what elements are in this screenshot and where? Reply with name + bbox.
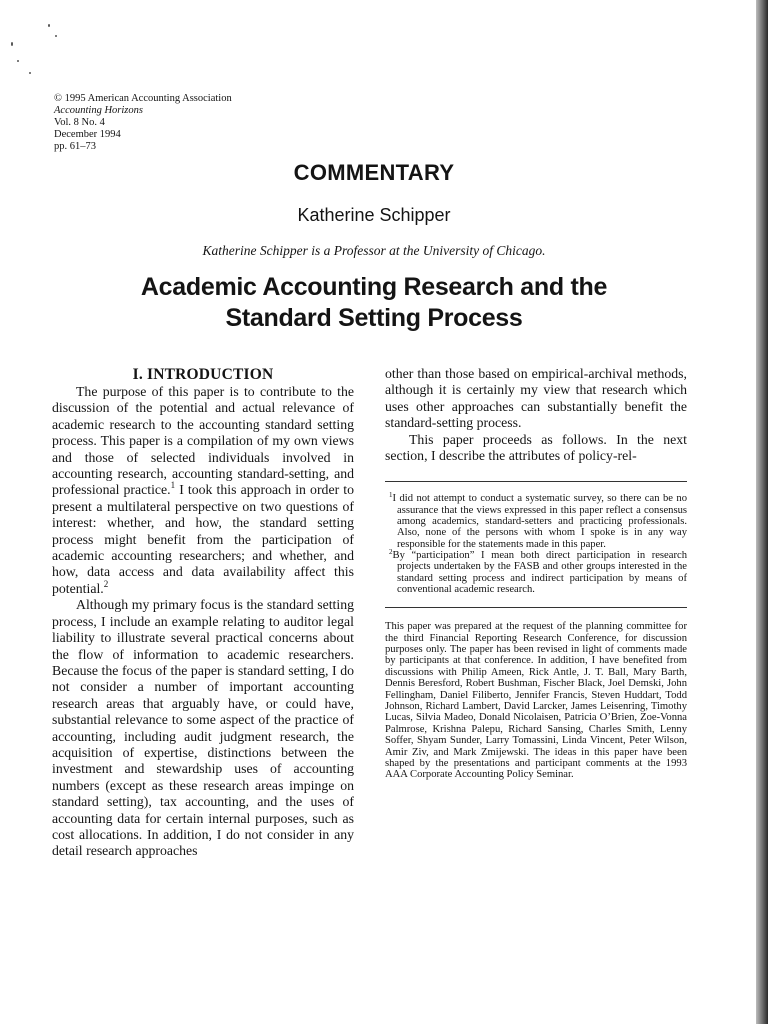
author-affiliation: Katherine Schipper is a Professor at the University of Chicago. <box>202 243 546 258</box>
footnote-1 <box>385 493 687 549</box>
right-column <box>385 366 687 781</box>
intro-paragraph-3: This paper proceeds as follows. In the next section, I describe the attributes of policy-rel- <box>385 431 687 464</box>
footnote-ref: 1 <box>170 480 176 491</box>
footnote-divider <box>385 481 687 482</box>
scan-speck <box>11 42 13 46</box>
copyright-line: © 1995 American Accounting Association <box>54 93 232 104</box>
acknowledgement-note: This paper was prepared at the request of the planning committee for the third Financial Reporting Research Conference, for discussion purposes only. The paper has been revised in light of comments made by participants at that conference. In addition, I have benefited from discussions with Philip Ameen, Rick Antle, J. T. Ball, Mary Barth, Dennis Beresford, Robert Bushman, Fischer Black, Joel Demski, John Fellingham, Daniel Filiberto, Jennifer Francis, Steven Huddart, Todd Johnson, Richard Lambert, David Larcker, James Leisenring, Timothy Lucas, Silvia Madeo, Donald Nicolaisen, Patricia O’Brien, Zoe-Vonna Palmrose, Krishna Palepu, Richard Sansing, Charles Smith, Lenny Soffer, Shyam Sunder, Larry Tomassini, Linda Vincent, Peter Wilson, Amir Ziv, and Mark Zmijewski. The ideas in this paper have been shaped by the presentations and participant comments at the 1993 AAA Corporate Accounting Policy Seminar. <box>385 621 687 781</box>
volume-line: Vol. 8 No. 4 <box>54 117 105 128</box>
footnote-text: By “participation” I mean both direct participation in research projects undertaken by the FASB and other groups interested in the standard setting process and indirect participation by means of conventional academic research. <box>392 549 687 595</box>
publication-info <box>54 93 314 153</box>
footnote-number: 2 <box>389 547 393 556</box>
title-line-1: Academic Accounting Research and the <box>140 273 608 301</box>
footnote-2 <box>385 547 687 595</box>
intro-paragraph-1 <box>52 384 354 597</box>
paragraph-text: The purpose of this paper is to contribute to the discussion of the potential and actual relevance of academic research to the accounting standard setting process. This paper is a compilation of my own views and those of selected individuals involved in accounting research, accounting standard-setting, and professional practice. <box>52 384 354 498</box>
paragraph-text: I took this approach in order to present a multilateral perspective on two questions of interest: whether, and how, the standard setting process might benefit from the participation of academic accounting researchers; and whether, and how, data access and data availability affect this potential. <box>52 482 354 596</box>
footnote-ref: 2 <box>103 578 109 589</box>
scan-speck <box>48 24 50 27</box>
section-label: COMMENTARY <box>293 160 455 185</box>
left-column <box>52 366 354 860</box>
article-title <box>60 272 688 334</box>
author-name: Katherine Schipper <box>297 205 451 225</box>
page-range: pp. 61–73 <box>54 141 96 152</box>
scan-speck <box>29 72 31 74</box>
issue-date: December 1994 <box>54 129 121 140</box>
footnote-text: I did not attempt to conduct a systematic survey, so there can be no assurance that the views expressed in this paper reflect a consensus among academics, standard-setters and practicing professionals. Also, none of the persons with whom I spoke is in any way responsible for the statements made in this paper. <box>392 493 687 550</box>
scan-speck <box>55 35 57 37</box>
footnote-number: 1 <box>389 491 393 500</box>
scan-speck <box>17 60 19 62</box>
title-line-2: Standard Setting Process <box>225 304 523 332</box>
section-heading: I. INTRODUCTION <box>132 366 274 383</box>
acknowledgement-divider <box>385 607 687 608</box>
page-edge-shadow <box>756 0 768 1024</box>
intro-paragraph-2: Although my primary focus is the standard setting process, I include an example relating to auditor legal liability to illustrate several practical concerns about the flow of information to academic researchers. Because the focus of the paper is standard setting, I do not consider a number of important accounting research areas that arguably have, or could have, substantial relevance to some aspect of the practice of accounting, including audit judgment research, the acquisition of expertise, distinctions between the investment and stewardship uses of accounting numbers (except as these research areas impinge on standard setting), tax accounting, and the uses of accounting data for certain internal purposes, such as cost allocations. In addition, I do not consider in any detail research approaches <box>52 597 354 859</box>
footnotes <box>385 493 687 595</box>
journal-name: Accounting Horizons <box>54 105 143 116</box>
intro-paragraph-2-continued: other than those based on empirical-archival methods, although it is certainly my view that research which uses other approaches can substantially benefit the standard-setting process. <box>385 366 687 431</box>
